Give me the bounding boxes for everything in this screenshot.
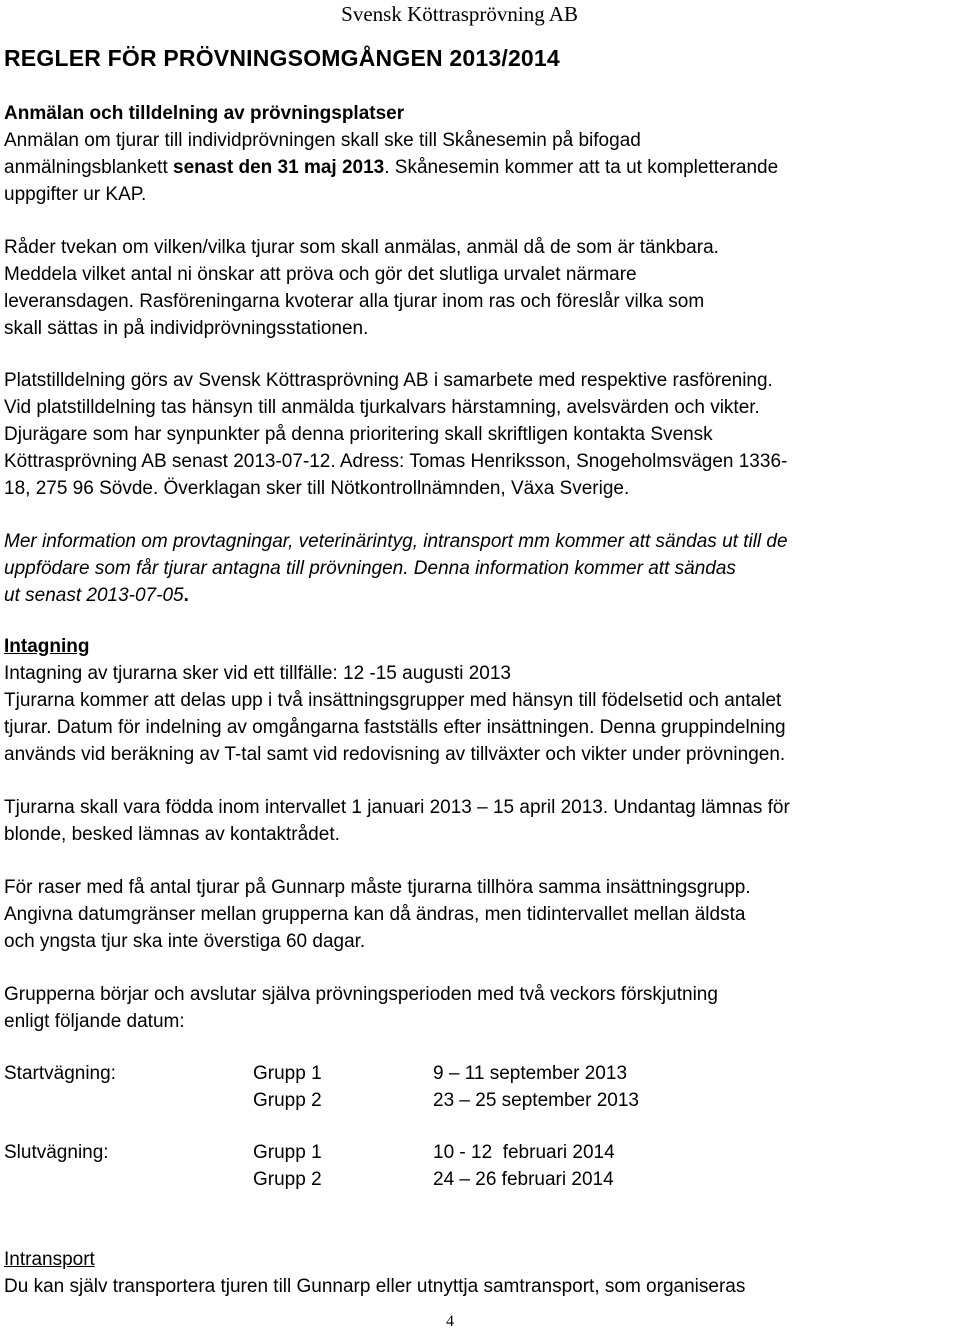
schedule-group: Grupp 2: [253, 1090, 322, 1111]
paragraph-line: Angivna datumgränser mellan grupperna kan då ändras, men tidintervallet mellan äldsta: [4, 904, 746, 925]
section-heading-intagning: Intagning: [4, 636, 90, 657]
paragraph-line: tjurar. Datum för indelning av omgångarna fastställs efter insättningen. Denna gruppindelning: [4, 717, 786, 738]
paragraph-line: Grupperna börjar och avslutar själva prövningsperioden med två veckors förskjutning: [4, 984, 718, 1005]
paragraph-line: Köttrasprövning AB senast 2013-07-12. Adress: Tomas Henriksson, Snogeholmsvägen 1336-: [4, 451, 788, 472]
paragraph-line: enligt följande datum:: [4, 1011, 185, 1032]
schedule-label-start: Startvägning:: [4, 1063, 116, 1084]
paragraph-line: Råder tvekan om vilken/vilka tjurar som skall anmälas, anmäl då de som är tänkbara.: [4, 237, 719, 258]
schedule-date: 10 - 12 februari 2014: [433, 1142, 615, 1163]
schedule-date: 23 – 25 september 2013: [433, 1090, 639, 1111]
paragraph-line: leveransdagen. Rasföreningarna kvoterar alla tjurar inom ras och föreslår vilka som: [4, 291, 705, 312]
text-run: . Skånesemin kommer att ta ut kompletterande: [384, 157, 779, 178]
paragraph-line: blonde, besked lämnas av kontaktrådet.: [4, 824, 340, 845]
paragraph-line: 18, 275 96 Sövde. Överklagan sker till Nötkontrollnämnden, Växa Sverige.: [4, 478, 630, 499]
schedule-date: 24 – 26 februari 2014: [433, 1169, 614, 1190]
deadline-text: senast den 31 maj 2013: [173, 157, 385, 178]
header-organization: Svensk Köttrasprövning AB: [341, 2, 578, 26]
paragraph-line: Djurägare som har synpunkter på denna prioritering skall skriftligen kontakta Svensk: [4, 424, 713, 445]
schedule-date: 9 – 11 september 2013: [433, 1063, 628, 1084]
section-heading-anmalan: Anmälan och tilldelning av prövningsplatser: [4, 103, 405, 124]
paragraph-line: Anmälan om tjurar till individprövningen skall ske till Skånesemin på bifogad: [4, 130, 641, 151]
page-number: 4: [446, 1313, 454, 1330]
schedule-label-end: Slutvägning:: [4, 1142, 109, 1163]
schedule-group: Grupp 2: [253, 1169, 322, 1190]
paragraph-line: Mer information om provtagningar, veterinärintyg, intransport mm kommer att sändas ut till de: [4, 531, 788, 552]
paragraph-line: Du kan själv transportera tjuren till Gunnarp eller utnyttja samtransport, som organiseras: [4, 1276, 746, 1297]
paragraph-line: uppfödare som får tjurar antagna till prövningen. Denna information kommer att sändas: [4, 558, 736, 579]
paragraph-line: Platstilldelning görs av Svensk Köttrasprövning AB i samarbete med respektive rasförening.: [4, 370, 773, 391]
text-run: anmälningsblankett: [4, 157, 173, 178]
paragraph-line: Vid platstilldelning tas hänsyn till anmälda tjurkalvars härstamning, avelsvärden och vikter.: [4, 397, 760, 418]
schedule-group: Grupp 1: [253, 1142, 322, 1163]
paragraph-line: Tjurarna kommer att delas upp i två insättningsgrupper med hänsyn till födelsetid och antalet: [4, 690, 782, 711]
paragraph-line: Intagning av tjurarna sker vid ett tillfälle: 12 -15 augusti 2013: [4, 663, 511, 684]
text-run: ut senast 2013-07-05: [4, 585, 184, 606]
document-title: REGLER FÖR PRÖVNINGSOMGÅNGEN 2013/2014: [4, 45, 560, 71]
paragraph-line: Meddela vilket antal ni önskar att pröva och gör det slutliga urvalet närmare: [4, 264, 637, 285]
paragraph-line: används vid beräkning av T-tal samt vid redovisning av tillväxter och vikter under prövningen.: [4, 744, 786, 765]
paragraph-line: [4, 585, 189, 607]
paragraph-line: och yngsta tjur ska inte överstiga 60 dagar.: [4, 931, 366, 952]
section-heading-intransport: Intransport: [4, 1249, 95, 1270]
paragraph-line: [4, 157, 778, 179]
paragraph-line: uppgifter ur KAP.: [4, 184, 147, 205]
paragraph-line: skall sättas in på individprövningsstationen.: [4, 318, 369, 339]
text-run: .: [183, 585, 189, 606]
schedule-group: Grupp 1: [253, 1063, 322, 1084]
paragraph-line: För raser med få antal tjurar på Gunnarp måste tjurarna tillhöra samma insättningsgrupp.: [4, 877, 751, 898]
paragraph-line: Tjurarna skall vara födda inom intervallet 1 januari 2013 – 15 april 2013. Undantag lämnas för: [4, 797, 790, 818]
